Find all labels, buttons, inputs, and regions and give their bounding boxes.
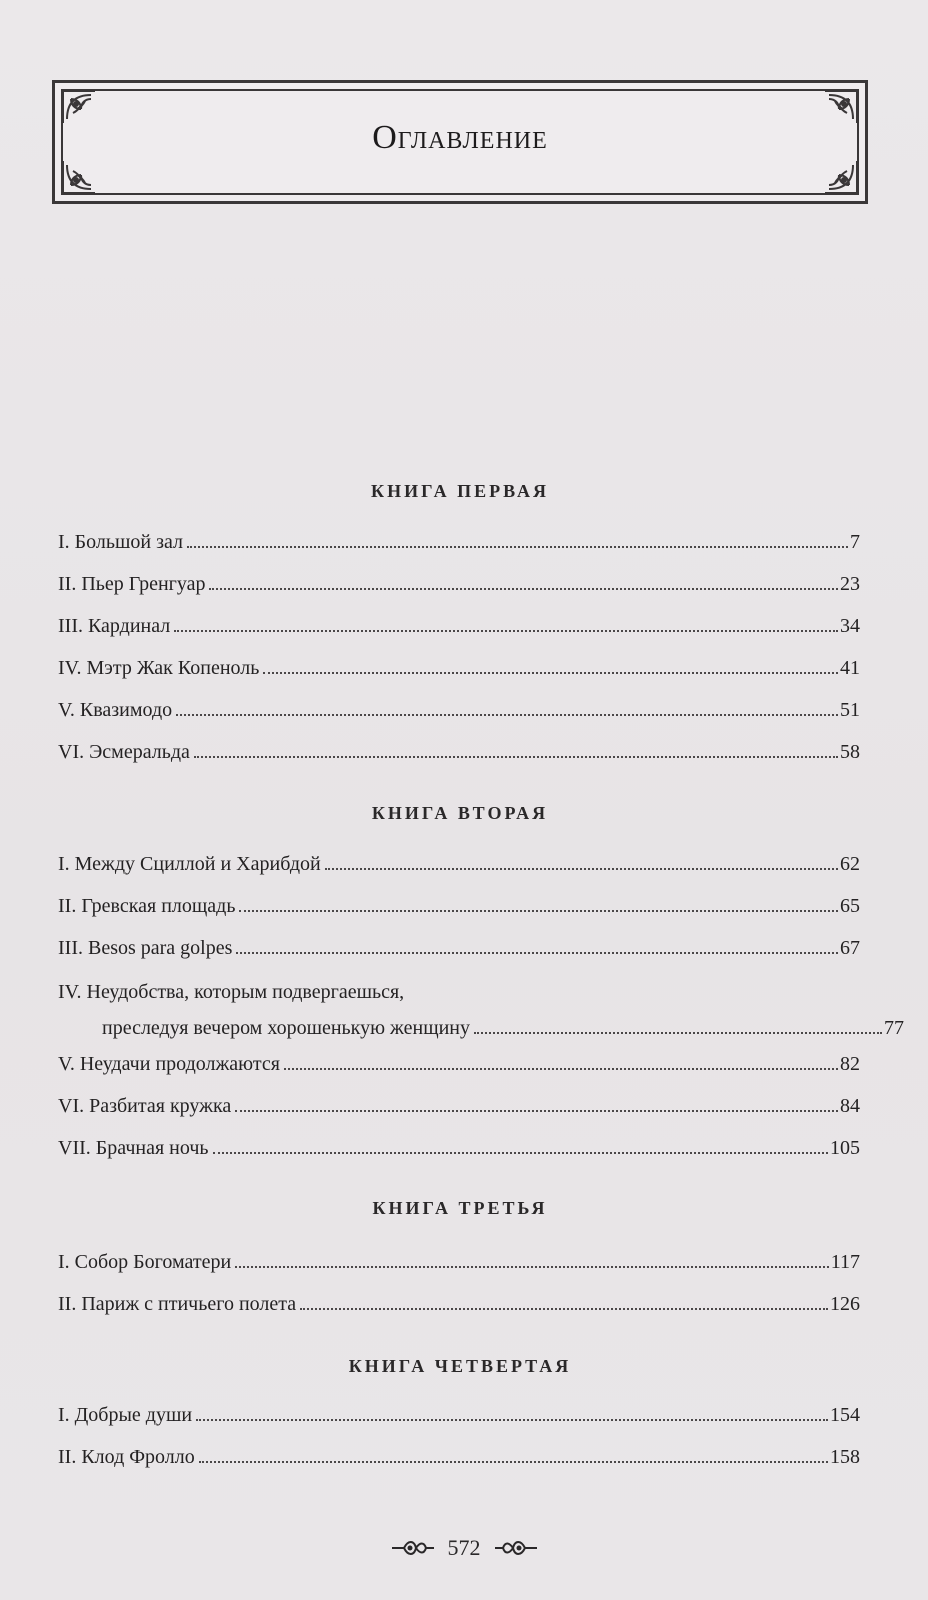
title-frame: [52, 80, 868, 204]
book-heading: КНИГА ТРЕТЬЯ: [372, 1198, 548, 1218]
toc-entry[interactable]: [58, 1136, 860, 1160]
entry-title: I. Собор Богоматери: [58, 1251, 232, 1273]
dot-leader: [196, 1419, 828, 1421]
dot-leader: [176, 714, 838, 716]
dot-leader: [199, 1461, 828, 1463]
toc-entry[interactable]: [58, 852, 860, 876]
dot-leader: [239, 910, 838, 912]
dot-leader: [300, 1308, 828, 1310]
toc-entry[interactable]: [58, 1052, 860, 1076]
footer-ornament-icon: [493, 1537, 539, 1559]
dot-leader: [236, 952, 838, 954]
toc-entry[interactable]: [58, 1292, 860, 1316]
toc-entry[interactable]: [58, 1250, 860, 1274]
entry-page: 77: [884, 1017, 904, 1039]
toc-entry[interactable]: [58, 572, 860, 596]
toc-entry[interactable]: [58, 936, 860, 960]
book-heading: КНИГА ВТОРАЯ: [371, 803, 549, 823]
entry-page: 41: [840, 657, 860, 679]
entry-title: II. Пьер Гренгуар: [58, 573, 206, 595]
page-number: 572: [447, 1535, 481, 1560]
entry-title: IV. Мэтр Жак Копеноль: [58, 657, 260, 679]
toc-entry[interactable]: [58, 530, 860, 554]
page-footer: [0, 1535, 928, 1561]
entry-page: 154: [830, 1404, 860, 1426]
entry-title: V. Неудачи продолжаются: [58, 1053, 280, 1075]
entry-title: III. Besos para golpes: [58, 937, 233, 959]
entry-page: 58: [840, 741, 860, 763]
dot-leader: [213, 1152, 828, 1154]
toc-entry[interactable]: [58, 740, 860, 764]
corner-ornament-icon: [821, 157, 861, 197]
entry-page: 105: [830, 1137, 860, 1159]
entry-page: 158: [830, 1446, 860, 1468]
entry-page: 51: [840, 699, 860, 721]
entry-title-line1: IV. Неудобства, которым подвергаешься,: [58, 981, 405, 1003]
entry-title: II. Клод Фролло: [58, 1446, 195, 1468]
dot-leader: [263, 672, 838, 674]
entry-page: 34: [840, 615, 860, 637]
dot-leader: [284, 1068, 838, 1070]
toc-entry[interactable]: [58, 614, 860, 638]
entry-title: VII. Брачная ночь: [58, 1137, 209, 1159]
entry-page: 117: [830, 1251, 860, 1273]
entry-page: 62: [840, 853, 860, 875]
dot-leader: [235, 1266, 829, 1268]
entry-title: II. Гревская площадь: [58, 895, 236, 917]
dot-leader: [187, 546, 848, 548]
entry-title: VI. Эсмеральда: [58, 741, 190, 763]
footer-ornament-icon: [390, 1537, 436, 1559]
entry-title: VI. Разбитая кружка: [58, 1095, 232, 1117]
entry-title: преследуя вечером хорошенькую женщину: [102, 1017, 470, 1039]
dot-leader: [474, 1032, 882, 1034]
entry-title: V. Квазимодо: [58, 699, 173, 721]
entry-title: I. Большой зал: [58, 531, 184, 553]
entry-page: 82: [840, 1053, 860, 1075]
page-title: Оглавление: [372, 119, 548, 156]
toc-entry[interactable]: [58, 1094, 860, 1118]
toc-entry[interactable]: [58, 1445, 860, 1469]
book-heading: КНИГА ЧЕТВЕРТАЯ: [348, 1356, 572, 1376]
entry-title: III. Кардинал: [58, 615, 171, 637]
dot-leader: [174, 630, 838, 632]
entry-page: 126: [830, 1293, 860, 1315]
toc-entry[interactable]: [58, 1403, 860, 1427]
corner-ornament-icon: [59, 157, 99, 197]
entry-page: 67: [840, 937, 860, 959]
entry-page: 23: [840, 573, 860, 595]
dot-leader: [194, 756, 838, 758]
toc-entry[interactable]: [58, 980, 904, 1040]
book-heading: КНИГА ПЕРВАЯ: [371, 481, 549, 501]
dot-leader: [209, 588, 838, 590]
toc-entry[interactable]: [58, 894, 860, 918]
dot-leader: [325, 868, 838, 870]
entry-title: I. Добрые души: [58, 1404, 193, 1426]
entry-page: 65: [840, 895, 860, 917]
entry-title: II. Париж с птичьего полета: [58, 1293, 297, 1315]
entry-page: 7: [850, 531, 860, 553]
entry-title: I. Между Сциллой и Харибдой: [58, 853, 321, 875]
toc-entry[interactable]: [58, 656, 860, 680]
entry-page: 84: [840, 1095, 860, 1117]
toc-entry[interactable]: [58, 698, 860, 722]
dot-leader: [235, 1110, 838, 1112]
